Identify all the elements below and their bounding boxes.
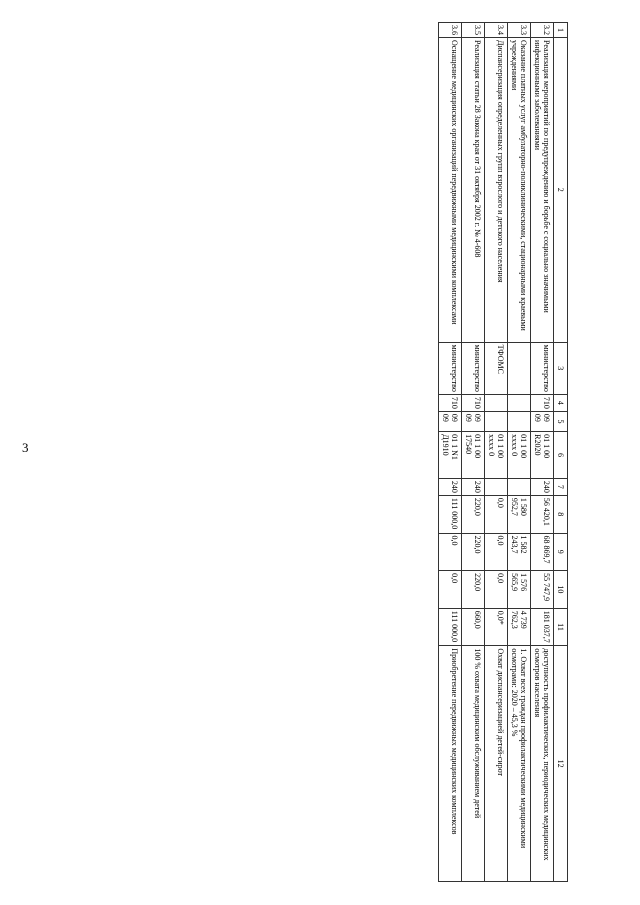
header-cell: 10	[554, 571, 568, 609]
table-row	[462, 23, 485, 882]
table-cell: министерство	[462, 342, 485, 394]
table-cell: Оказание платных услуг амбулаторно-поликлиническими, стационарными краевыми учреждениями	[508, 38, 531, 343]
table-cell: Охват диспансеризацией детей-сирот	[485, 646, 508, 882]
table-cell	[508, 394, 531, 411]
table-cell: 240	[439, 478, 462, 495]
header-cell: 8	[554, 495, 568, 533]
header-cell: 4	[554, 394, 568, 411]
table-cell: 0,0	[439, 571, 462, 609]
table-cell	[508, 342, 531, 394]
table-cell: 1 582 243,7	[508, 533, 531, 571]
table-cell: 01 1 00 xxxx 0	[508, 432, 531, 479]
table-cell: 68 869,7	[531, 533, 554, 571]
table-cell: 0,0	[485, 571, 508, 609]
header-row	[554, 23, 568, 882]
table-cell: 3.6	[439, 23, 462, 38]
table-cell: 240	[462, 478, 485, 495]
table-cell	[508, 411, 531, 431]
table-cell: 1 580 952,7	[508, 495, 531, 533]
table-cell: министерство	[439, 342, 462, 394]
table-cell: Приобретение передвижных медицинских комплексов	[439, 646, 462, 882]
table-cell: 240	[531, 478, 554, 495]
table-cell: Реализация статьи 28 Закона края от 31 октября 2002 г. № 4-608	[462, 38, 485, 343]
table-cell: 3.5	[462, 23, 485, 38]
table-cell	[485, 478, 508, 495]
header-cell: 3	[554, 342, 568, 394]
header-cell: 1	[554, 23, 568, 38]
table-cell: 56 420,1	[531, 495, 554, 533]
table-cell: 100 % охвата медицинским обслуживанием детей	[462, 646, 485, 882]
table-cell: 710	[439, 394, 462, 411]
table-cell: 710	[462, 394, 485, 411]
table-cell: 3.2	[531, 23, 554, 38]
header-cell: 12	[554, 646, 568, 882]
table-cell: Реализация мероприятий по предупреждению и борьбе с социально значимыми инфекционными заболеваниями	[531, 38, 554, 343]
table-cell: 09 09	[531, 411, 554, 431]
header-cell: 5	[554, 411, 568, 431]
table-cell: 0,0	[439, 533, 462, 571]
rotated-table	[438, 22, 568, 882]
table-cell: 09 09	[462, 411, 485, 431]
table-cell: 01 1 00 R2020	[531, 432, 554, 479]
table-cell: 0,0	[485, 533, 508, 571]
table-cell: 0,0	[485, 495, 508, 533]
table-cell: 01 1 N1 Д1910	[439, 432, 462, 479]
table-cell: 111 000,0	[439, 608, 462, 646]
table-cell: Диспансеризация определенных групп взрослого и детского населения	[485, 38, 508, 343]
table-row	[508, 23, 531, 882]
table-cell: 220,0	[462, 495, 485, 533]
table-cell: 4 739 762,3	[508, 608, 531, 646]
page-number: 3	[22, 440, 29, 455]
table-row	[439, 23, 462, 882]
table-cell: 01 1 00 17540	[462, 432, 485, 479]
table-cell: 220,0	[462, 571, 485, 609]
table-cell: 1 576 565,9	[508, 571, 531, 609]
table-cell	[508, 478, 531, 495]
table-cell: доступность профилактических, периодических медицинских осмотров населения	[531, 646, 554, 882]
table-cell: 181 037,7	[531, 608, 554, 646]
program-table	[438, 22, 568, 882]
table-cell: 55 747,9	[531, 571, 554, 609]
header-cell: 7	[554, 478, 568, 495]
table-row	[485, 23, 508, 882]
header-cell: 6	[554, 432, 568, 479]
header-cell: 9	[554, 533, 568, 571]
table-cell: 3.4	[485, 23, 508, 38]
table-cell: Оснащение медицинских организаций передвижными медицинскими комплексами	[439, 38, 462, 343]
table-cell: 3.3	[508, 23, 531, 38]
table-cell: 660,0	[462, 608, 485, 646]
table-cell	[485, 411, 508, 431]
table-cell: ТФОМС	[485, 342, 508, 394]
table-cell	[485, 394, 508, 411]
header-cell: 11	[554, 608, 568, 646]
table-row	[531, 23, 554, 882]
table-cell: 0,0*	[485, 608, 508, 646]
table-cell: 1. Охват всех граждан профилактическими медицинскими осмотрами: 2020 – 45,3 %	[508, 646, 531, 882]
table-cell: 111 000,0	[439, 495, 462, 533]
table-cell: 01 1 00 xxxx 0	[485, 432, 508, 479]
table-cell: 220,0	[462, 533, 485, 571]
header-cell: 2	[554, 38, 568, 343]
table-cell: 710	[531, 394, 554, 411]
table-cell: министерство	[531, 342, 554, 394]
table-cell: 09 09	[439, 411, 462, 431]
